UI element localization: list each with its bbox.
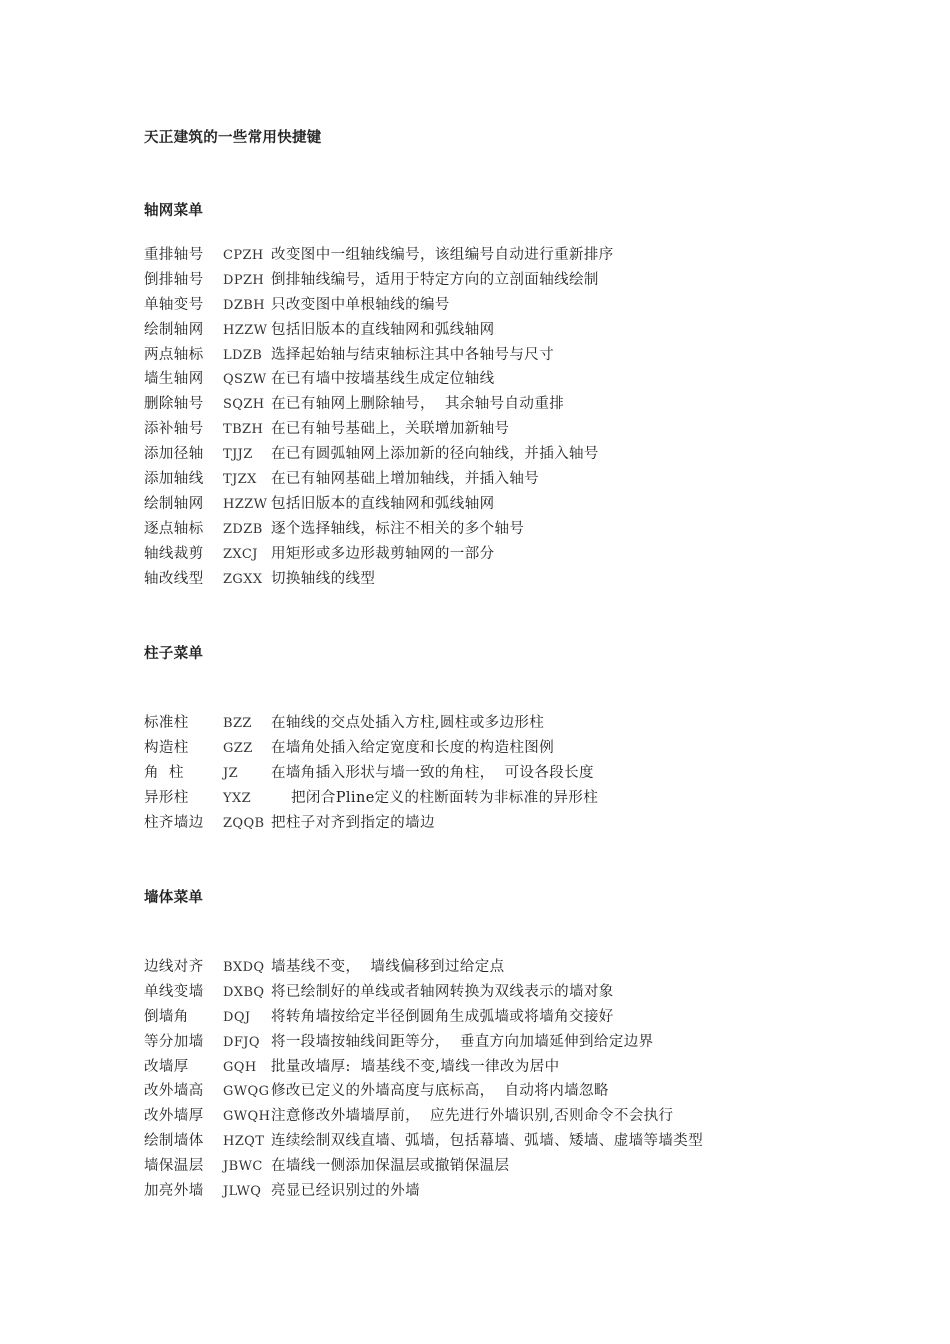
shortcut-name: 绘制轴网 bbox=[144, 321, 204, 338]
shortcut-description: 在墙角处插入给定宽度和长度的构造柱图例 bbox=[271, 739, 555, 756]
shortcut-description: 只改变图中单根轴线的编号 bbox=[271, 296, 450, 313]
shortcut-row bbox=[144, 736, 598, 761]
shortcut-description: 将转角墙按给定半径倒圆角生成弧墙或将墙角交接好 bbox=[271, 1008, 614, 1025]
shortcut-name: 重排轴号 bbox=[144, 247, 204, 263]
shortcut-name: 加亮外墙 bbox=[144, 1183, 204, 1200]
shortcut-code: CPZH bbox=[223, 248, 264, 263]
shortcut-name: 删除轴号 bbox=[144, 396, 204, 413]
shortcut-code: DXBQ bbox=[223, 984, 265, 1000]
shortcut-code: DFJQ bbox=[223, 1034, 260, 1050]
shortcut-code: TJJZ bbox=[223, 447, 253, 463]
shortcut-name: 轴改线型 bbox=[144, 570, 204, 587]
shortcut-description: 修改已定义的外墙高度与底标高， 自动将内墙忽略 bbox=[271, 1083, 609, 1100]
page-title: 天正建筑的一些常用快捷键 bbox=[144, 130, 322, 146]
shortcut-description: 在墙线一侧添加保温层或撤销保温层 bbox=[271, 1158, 510, 1175]
shortcut-code: HZQT bbox=[223, 1134, 265, 1150]
shortcut-row bbox=[144, 318, 614, 343]
shortcut-description: 包括旧版本的直线轴网和弧线轴网 bbox=[271, 321, 495, 338]
shortcut-name: 柱齐墙边 bbox=[144, 814, 204, 831]
shortcut-row bbox=[144, 293, 614, 318]
shortcut-name: 改外墙高 bbox=[144, 1083, 204, 1100]
shortcut-row bbox=[144, 492, 614, 517]
shortcut-description: 批量改墙厚: 墙基线不变,墙线一律改为居中 bbox=[271, 1058, 560, 1075]
shortcut-code: DQJ bbox=[223, 1009, 251, 1025]
shortcut-name: 标准柱 bbox=[144, 715, 189, 731]
shortcut-row bbox=[144, 268, 614, 293]
shortcut-description: 选择起始轴与结束轴标注其中各轴号与尺寸 bbox=[271, 346, 555, 363]
shortcut-row bbox=[144, 1179, 703, 1204]
shortcut-name: 绘制轴网 bbox=[144, 495, 204, 512]
shortcut-row bbox=[144, 955, 703, 980]
shortcut-row bbox=[144, 1030, 703, 1055]
shortcut-name: 等分加墙 bbox=[144, 1033, 204, 1050]
shortcut-description: 将一段墙按轴线间距等分， 垂直方向加墙延伸到给定边界 bbox=[271, 1033, 654, 1050]
shortcut-code: GWQH bbox=[223, 1109, 271, 1125]
shortcut-row bbox=[144, 567, 614, 592]
shortcut-code: JZ bbox=[223, 765, 239, 781]
section-heading-column: 柱子菜单 bbox=[144, 646, 204, 662]
shortcut-description: 亮显已经识别过的外墙 bbox=[271, 1183, 420, 1200]
shortcut-code: SQZH bbox=[223, 397, 265, 413]
shortcut-row bbox=[144, 243, 614, 268]
shortcut-row bbox=[144, 442, 614, 467]
shortcut-description: 在已有轴号基础上，关联增加新轴号 bbox=[271, 421, 510, 438]
shortcut-name: 改外墙厚 bbox=[144, 1108, 204, 1125]
shortcut-name: 倒墙角 bbox=[144, 1008, 189, 1025]
shortcut-list-wall bbox=[144, 955, 703, 1204]
shortcut-name: 异形柱 bbox=[144, 789, 189, 806]
shortcut-name: 绘制墙体 bbox=[144, 1133, 204, 1150]
shortcut-code: JLWQ bbox=[223, 1184, 262, 1200]
shortcut-name: 单线变墙 bbox=[144, 983, 204, 1000]
shortcut-description: 包括旧版本的直线轴网和弧线轴网 bbox=[271, 495, 495, 512]
shortcut-row bbox=[144, 1005, 703, 1030]
shortcut-row bbox=[144, 1154, 703, 1179]
shortcut-code: HZZW bbox=[223, 496, 268, 512]
shortcut-code: YXZ bbox=[223, 790, 252, 806]
shortcut-row bbox=[144, 786, 598, 811]
shortcut-description: 用矩形或多边形裁剪轴网的一部分 bbox=[271, 545, 495, 562]
shortcut-name: 添补轴号 bbox=[144, 421, 204, 438]
shortcut-code: BZZ bbox=[223, 716, 252, 731]
shortcut-code: TBZH bbox=[223, 422, 264, 438]
shortcut-name: 轴线裁剪 bbox=[144, 545, 204, 562]
shortcut-description: 在已有圆弧轴网上添加新的径向轴线，并插入轴号 bbox=[271, 446, 599, 463]
shortcut-description: 把柱子对齐到指定的墙边 bbox=[271, 814, 435, 831]
section-heading-axis: 轴网菜单 bbox=[144, 203, 204, 219]
shortcut-list-column bbox=[144, 711, 598, 835]
shortcut-description: 在墙角插入形状与墙一致的角柱， 可设各段长度 bbox=[271, 764, 594, 781]
shortcut-row bbox=[144, 467, 614, 492]
shortcut-description: 连续绘制双线直墙、弧墙，包括幕墙、弧墙、矮墙、虚墙等墙类型 bbox=[271, 1133, 704, 1150]
shortcut-code: LDZB bbox=[223, 347, 263, 363]
shortcut-name: 添加轴线 bbox=[144, 471, 204, 488]
shortcut-row bbox=[144, 343, 614, 368]
shortcut-code: GWQG bbox=[223, 1084, 270, 1100]
shortcut-code: DPZH bbox=[223, 272, 265, 288]
shortcut-code: TJZX bbox=[223, 472, 257, 488]
shortcut-name: 角 柱 bbox=[144, 764, 184, 781]
shortcut-code: HZZW bbox=[223, 322, 268, 338]
shortcut-row bbox=[144, 711, 598, 736]
shortcut-row bbox=[144, 417, 614, 442]
shortcut-description: 切换轴线的线型 bbox=[271, 570, 376, 587]
shortcut-row bbox=[144, 811, 598, 836]
shortcut-code: GZZ bbox=[223, 740, 253, 756]
shortcut-code: ZDZB bbox=[223, 521, 263, 537]
shortcut-name: 两点轴标 bbox=[144, 346, 204, 363]
shortcut-name: 墙保温层 bbox=[144, 1158, 204, 1175]
shortcut-description: 逐个选择轴线，标注不相关的多个轴号 bbox=[271, 520, 525, 537]
shortcut-description: 在轴线的交点处插入方柱,圆柱或多边形柱 bbox=[271, 715, 545, 731]
shortcut-description: 在已有墙中按墙基线生成定位轴线 bbox=[271, 371, 495, 388]
shortcut-code: DZBH bbox=[223, 297, 265, 313]
shortcut-code: BXDQ bbox=[223, 960, 265, 975]
shortcut-description: 将已绘制好的单线或者轴网转换为双线表示的墙对象 bbox=[271, 983, 614, 1000]
shortcut-code: QSZW bbox=[223, 372, 267, 388]
shortcut-row bbox=[144, 542, 614, 567]
shortcut-row bbox=[144, 1055, 703, 1080]
shortcut-code: GQH bbox=[223, 1059, 257, 1075]
shortcut-description: 墙基线不变， 墙线偏移到过给定点 bbox=[271, 959, 505, 975]
shortcut-row bbox=[144, 392, 614, 417]
shortcut-list-axis bbox=[144, 243, 614, 591]
shortcut-description: 把闭合Pline定义的柱断面转为非标准的异形柱 bbox=[271, 789, 599, 806]
section-heading-wall: 墙体菜单 bbox=[144, 890, 204, 906]
shortcut-description: 倒排轴线编号，适用于特定方向的立剖面轴线绘制 bbox=[271, 271, 599, 288]
shortcut-code: ZGXX bbox=[223, 571, 263, 587]
shortcut-row bbox=[144, 980, 703, 1005]
shortcut-row bbox=[144, 1079, 703, 1104]
shortcut-name: 构造柱 bbox=[144, 739, 189, 756]
shortcut-row bbox=[144, 517, 614, 542]
shortcut-name: 逐点轴标 bbox=[144, 520, 204, 537]
shortcut-name: 单轴变号 bbox=[144, 296, 204, 313]
shortcut-row bbox=[144, 761, 598, 786]
shortcut-code: JBWC bbox=[223, 1159, 263, 1175]
shortcut-row bbox=[144, 1129, 703, 1154]
shortcut-name: 墙生轴网 bbox=[144, 371, 204, 388]
shortcut-description: 改变图中一组轴线编号，该组编号自动进行重新排序 bbox=[271, 247, 614, 263]
shortcut-name: 添加径轴 bbox=[144, 446, 204, 463]
shortcut-row bbox=[144, 1104, 703, 1129]
shortcut-name: 改墙厚 bbox=[144, 1058, 189, 1075]
shortcut-code: ZXCJ bbox=[223, 546, 258, 562]
shortcut-description: 注意修改外墙墙厚前， 应先进行外墙识别,否则命令不会执行 bbox=[271, 1108, 674, 1125]
shortcut-name: 倒排轴号 bbox=[144, 271, 204, 288]
shortcut-description: 在已有轴网上删除轴号， 其余轴号自动重排 bbox=[271, 396, 565, 413]
shortcut-row bbox=[144, 367, 614, 392]
shortcut-description: 在已有轴网基础上增加轴线，并插入轴号 bbox=[271, 471, 540, 488]
shortcut-code: ZQQB bbox=[223, 815, 265, 831]
shortcut-name: 边线对齐 bbox=[144, 959, 204, 975]
